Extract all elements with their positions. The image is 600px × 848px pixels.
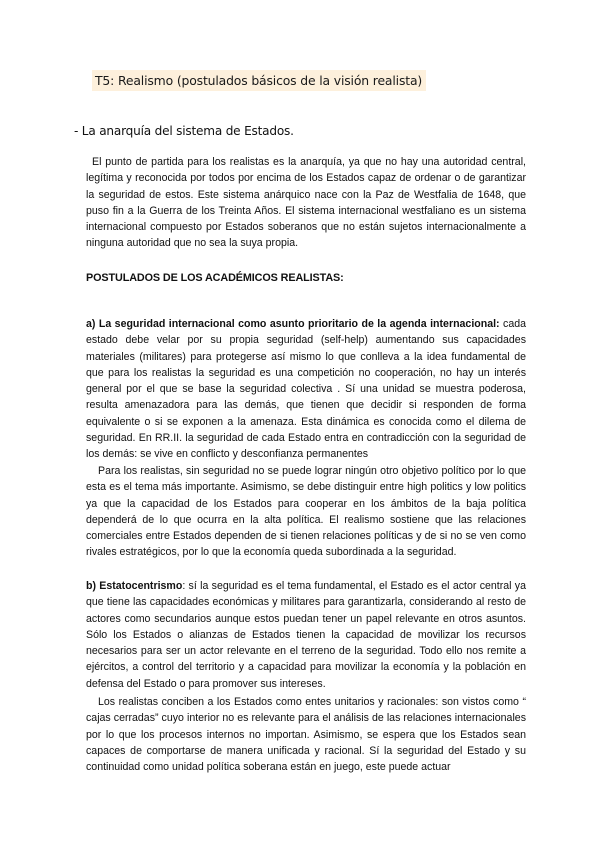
section-heading: POSTULADOS DE LOS ACADÉMICOS REALISTAS: [86,272,344,284]
paragraph-section-b-2: Los realistas conciben a los Estados como entes unitarios y racionales: son vistos como “ cajas cerradas” cuyo interior no es relevante para el análisis de las relaciones internacionales por lo que los procesos internos no importan. Asimismo, se espera que los Estados sean capaces de comportarse de manera unificada y racional. Sí la seguridad del Estado y su continuidad como unidad política soberana están en juego, este puede actuar [86,696,526,774]
title-container [92,70,426,91]
section-b-text: : sí la seguridad es el tema fundamental, el Estado es el actor central ya que tiene las capacidades económicas y militares para garantizarla, considerando al resto de actores como secundarios aunque estos puedan tener un papel relevante en otros asuntos. Sólo los Estados o alianzas de Estados tienen la capacidad de movilizar los recursos necesarios para ser un actor relevante en el terreno de la seguridad. Todo ello nos remite a ejércitos, a control del territorio y a capacidad para movilizar la economía y la población en defensa del Estado o para promover sus intereses. [86,580,526,690]
section-subtitle: - La anarquía del sistema de Estados. [74,124,294,138]
section-a-text: cada estado debe velar por su propia seguridad (self-help) aumentando sus capacidades materiales (militares) para protegerse así mismo lo que conlleva a la idea fundamental de que para los realistas la seguridad es una competición no cooperación, no hay un interés general por el que se base la seguridad colectiva . Sí una unidad se muestra poderosa, resulta amenazadora para las demás, que tienen que decidir si responden de forma equivalente o si se exponen a la amenaza. Esta dinámica es conocida como el dilema de seguridad. En RR.II. la seguridad de cada Estado entra en contradicción con la seguridad de los demás: se vive en conflicto y desconfianza permanentes [86,318,526,461]
paragraph-section-b [86,578,526,692]
section-b-lead: b) Estatocentrismo [86,580,183,592]
paragraph-section-a [86,316,526,463]
paragraph-anarchy: El punto de partida para los realistas es la anarquía, ya que no hay una autoridad central, legítima y reconocida por todos por encima de los Estados capaz de ordenar o de garantizar la seguridad de estos. Este sistema anárquico nace con la Paz de Westfalia de 1648, que puso fin a la Guerra de los Treinta Años. El sistema internacional westfaliano es un sistema internacional compuesto por Estados soberanos que no están sujetos internacionalmente a ninguna autoridad que no sea la suya propia. [86,156,526,250]
document-title: T5: Realismo (postulados básicos de la visión realista) [92,70,426,91]
section-a-lead: a) La seguridad internacional como asunto prioritario de la agenda internacional: [86,318,500,330]
paragraph-section-a-2: Para los realistas, sin seguridad no se puede lograr ningún otro objetivo político por lo que esta es el tema más importante. Asimismo, se debe distinguir entre high politics y low politics ya que la capacidad de los Estados para cooperar en los ámbitos de la baja política dependerá de lo que ocurra en la alta política. El realismo sostiene que las relaciones comerciales entre Estados dependen de si tienen relaciones políticas y de si no se ven como rivales estratégicos, por lo que la economía queda subordinada a la seguridad. [86,465,526,559]
